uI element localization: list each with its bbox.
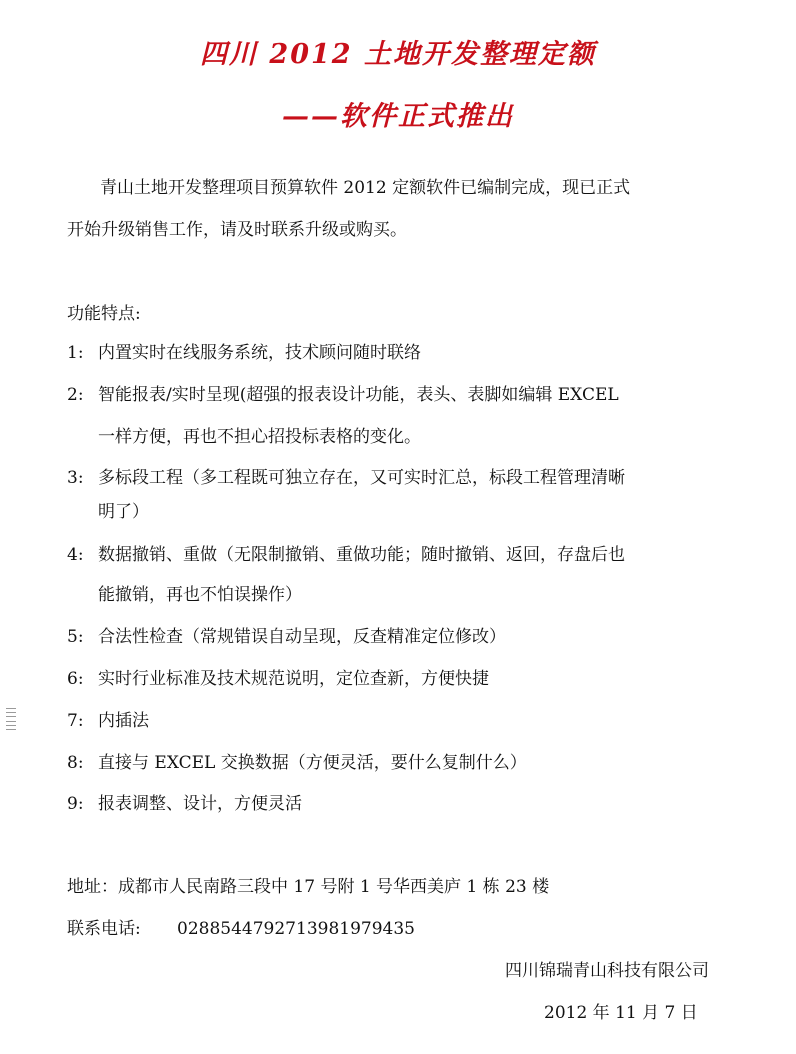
feature-text-continued: 一样方便，再也不担心招投标表格的变化。	[98, 427, 421, 447]
features-heading: 功能特点:	[67, 304, 141, 324]
feature-number: 6:	[67, 669, 84, 689]
company-name: 四川锦瑞青山科技有限公司	[505, 961, 709, 981]
feature-number: 8:	[67, 753, 84, 773]
contact-phone-2: 13981979435	[296, 919, 415, 939]
document-subtitle: ——软件正式推出	[282, 101, 514, 132]
feature-number: 2:	[67, 385, 84, 405]
feature-text: 合法性检查（常规错误自动呈现，反查精准定位修改）	[98, 627, 506, 647]
feature-number: 1:	[67, 343, 84, 363]
intro-line-1: 青山土地开发整理项目预算软件 2012 定额软件已编制完成，现已正式	[100, 178, 631, 198]
feature-number: 7:	[67, 711, 84, 731]
contact-phone-1: 02885447927	[177, 919, 296, 939]
feature-number: 4:	[67, 545, 84, 565]
document-date: 2012 年 11 月 7 日	[544, 1003, 698, 1023]
document-title: 四川 2012 土地开发整理定额	[200, 39, 596, 70]
feature-text: 多标段工程（多工程既可独立存在，又可实时汇总，标段工程管理清晰	[98, 468, 625, 488]
feature-text-continued: 明了）	[98, 502, 149, 522]
feature-number: 3:	[67, 468, 84, 488]
feature-text-continued: 能撤销，再也不怕误操作）	[98, 585, 302, 605]
contact-address: 地址：成都市人民南路三段中 17 号附 1 号华西美庐 1 栋 23 楼	[67, 877, 550, 897]
contact-phone-label: 联系电话:	[67, 919, 141, 939]
feature-text: 智能报表/实时呈现(超强的报表设计功能，表头、表脚如编辑 EXCEL	[98, 385, 619, 405]
feature-text: 实时行业标准及技术规范说明，定位查新，方便快捷	[98, 669, 489, 689]
feature-text: 报表调整、设计，方便灵活	[98, 794, 302, 814]
feature-number: 9:	[67, 794, 84, 814]
intro-line-2: 开始升级销售工作，请及时联系升级或购买。	[67, 220, 407, 240]
margin-lines-icon	[6, 708, 16, 730]
feature-text: 内插法	[98, 711, 149, 731]
feature-text: 内置实时在线服务系统，技术顾问随时联络	[98, 343, 421, 363]
feature-text: 数据撤销、重做（无限制撤销、重做功能；随时撤销、返回，存盘后也	[98, 545, 625, 565]
feature-number: 5:	[67, 627, 84, 647]
feature-text: 直接与 EXCEL 交换数据（方便灵活，要什么复制什么）	[98, 753, 527, 773]
